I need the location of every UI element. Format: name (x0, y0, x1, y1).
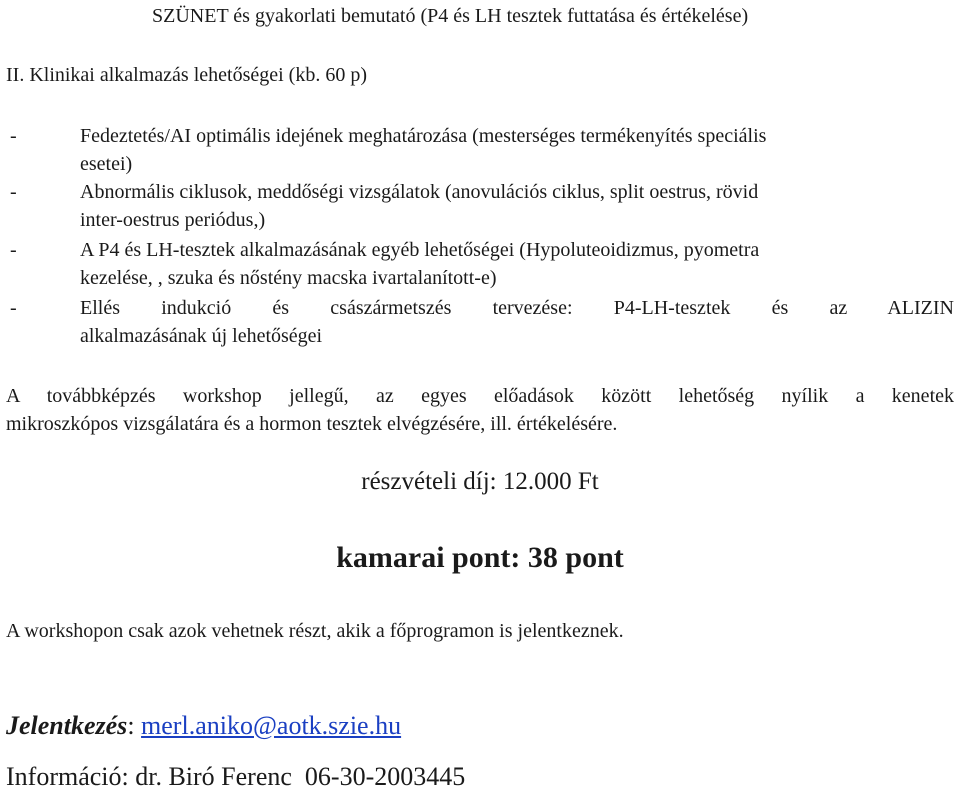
list-item-line: A P4 és LH-tesztek alkalmazásának egyéb lehetőségei (Hypoluteoidizmus, pyometra (80, 239, 760, 261)
info-line: Információ: dr. Biró Ferenc 06-30-2003445 (6, 762, 466, 791)
section-title: II. Klinikai alkalmazás lehetőségei (kb. 60 p) (6, 64, 367, 86)
list-item-line: inter-oestrus periódus,) (80, 209, 266, 231)
workshop-line: A továbbképzés workshop jellegű, az egyes előadások között lehetőség nyílik a kenetek (6, 385, 954, 407)
email-link[interactable]: merl.aniko@aotk.szie.hu (141, 711, 402, 740)
list-item-line: Ellés indukció és császármetszés tervezése: P4-LH-tesztek és az ALIZIN (80, 297, 954, 319)
list-dash: - (10, 181, 17, 203)
contact-label: Jelentkezés (6, 711, 128, 740)
registration-notice: A workshopon csak azok vehetnek részt, akik a főprogramon is jelentkeznek. (6, 620, 624, 642)
list-item-line: Abnormális ciklusok, meddőségi vizsgálatok (anovulációs ciklus, split oestrus, rövid (80, 181, 759, 203)
list-dash: - (10, 125, 17, 147)
list-dash: - (10, 297, 17, 319)
contact-line (6, 711, 401, 741)
list-dash: - (10, 239, 17, 261)
workshop-line: mikroszkópos vizsgálatára és a hormon tesztek elvégzésére, ill. értékelésére. (6, 413, 618, 435)
list-item-line: Fedeztetés/AI optimális idejének meghatározása (mesterséges termékenyítés speciális (80, 125, 767, 147)
list-item-line: esetei) (80, 153, 133, 175)
chamber-points: kamarai pont: 38 pont (336, 541, 624, 574)
break-line: SZÜNET és gyakorlati bemutató (P4 és LH tesztek futtatása és értékelése) (152, 5, 749, 27)
list-item-line: alkalmazásának új lehetőségei (80, 325, 323, 347)
list-item-line: kezelése, , szuka és nőstény macska ivartalanított-e) (80, 267, 497, 289)
contact-separator: : (127, 711, 135, 740)
participation-fee: részvételi díj: 12.000 Ft (361, 468, 599, 495)
